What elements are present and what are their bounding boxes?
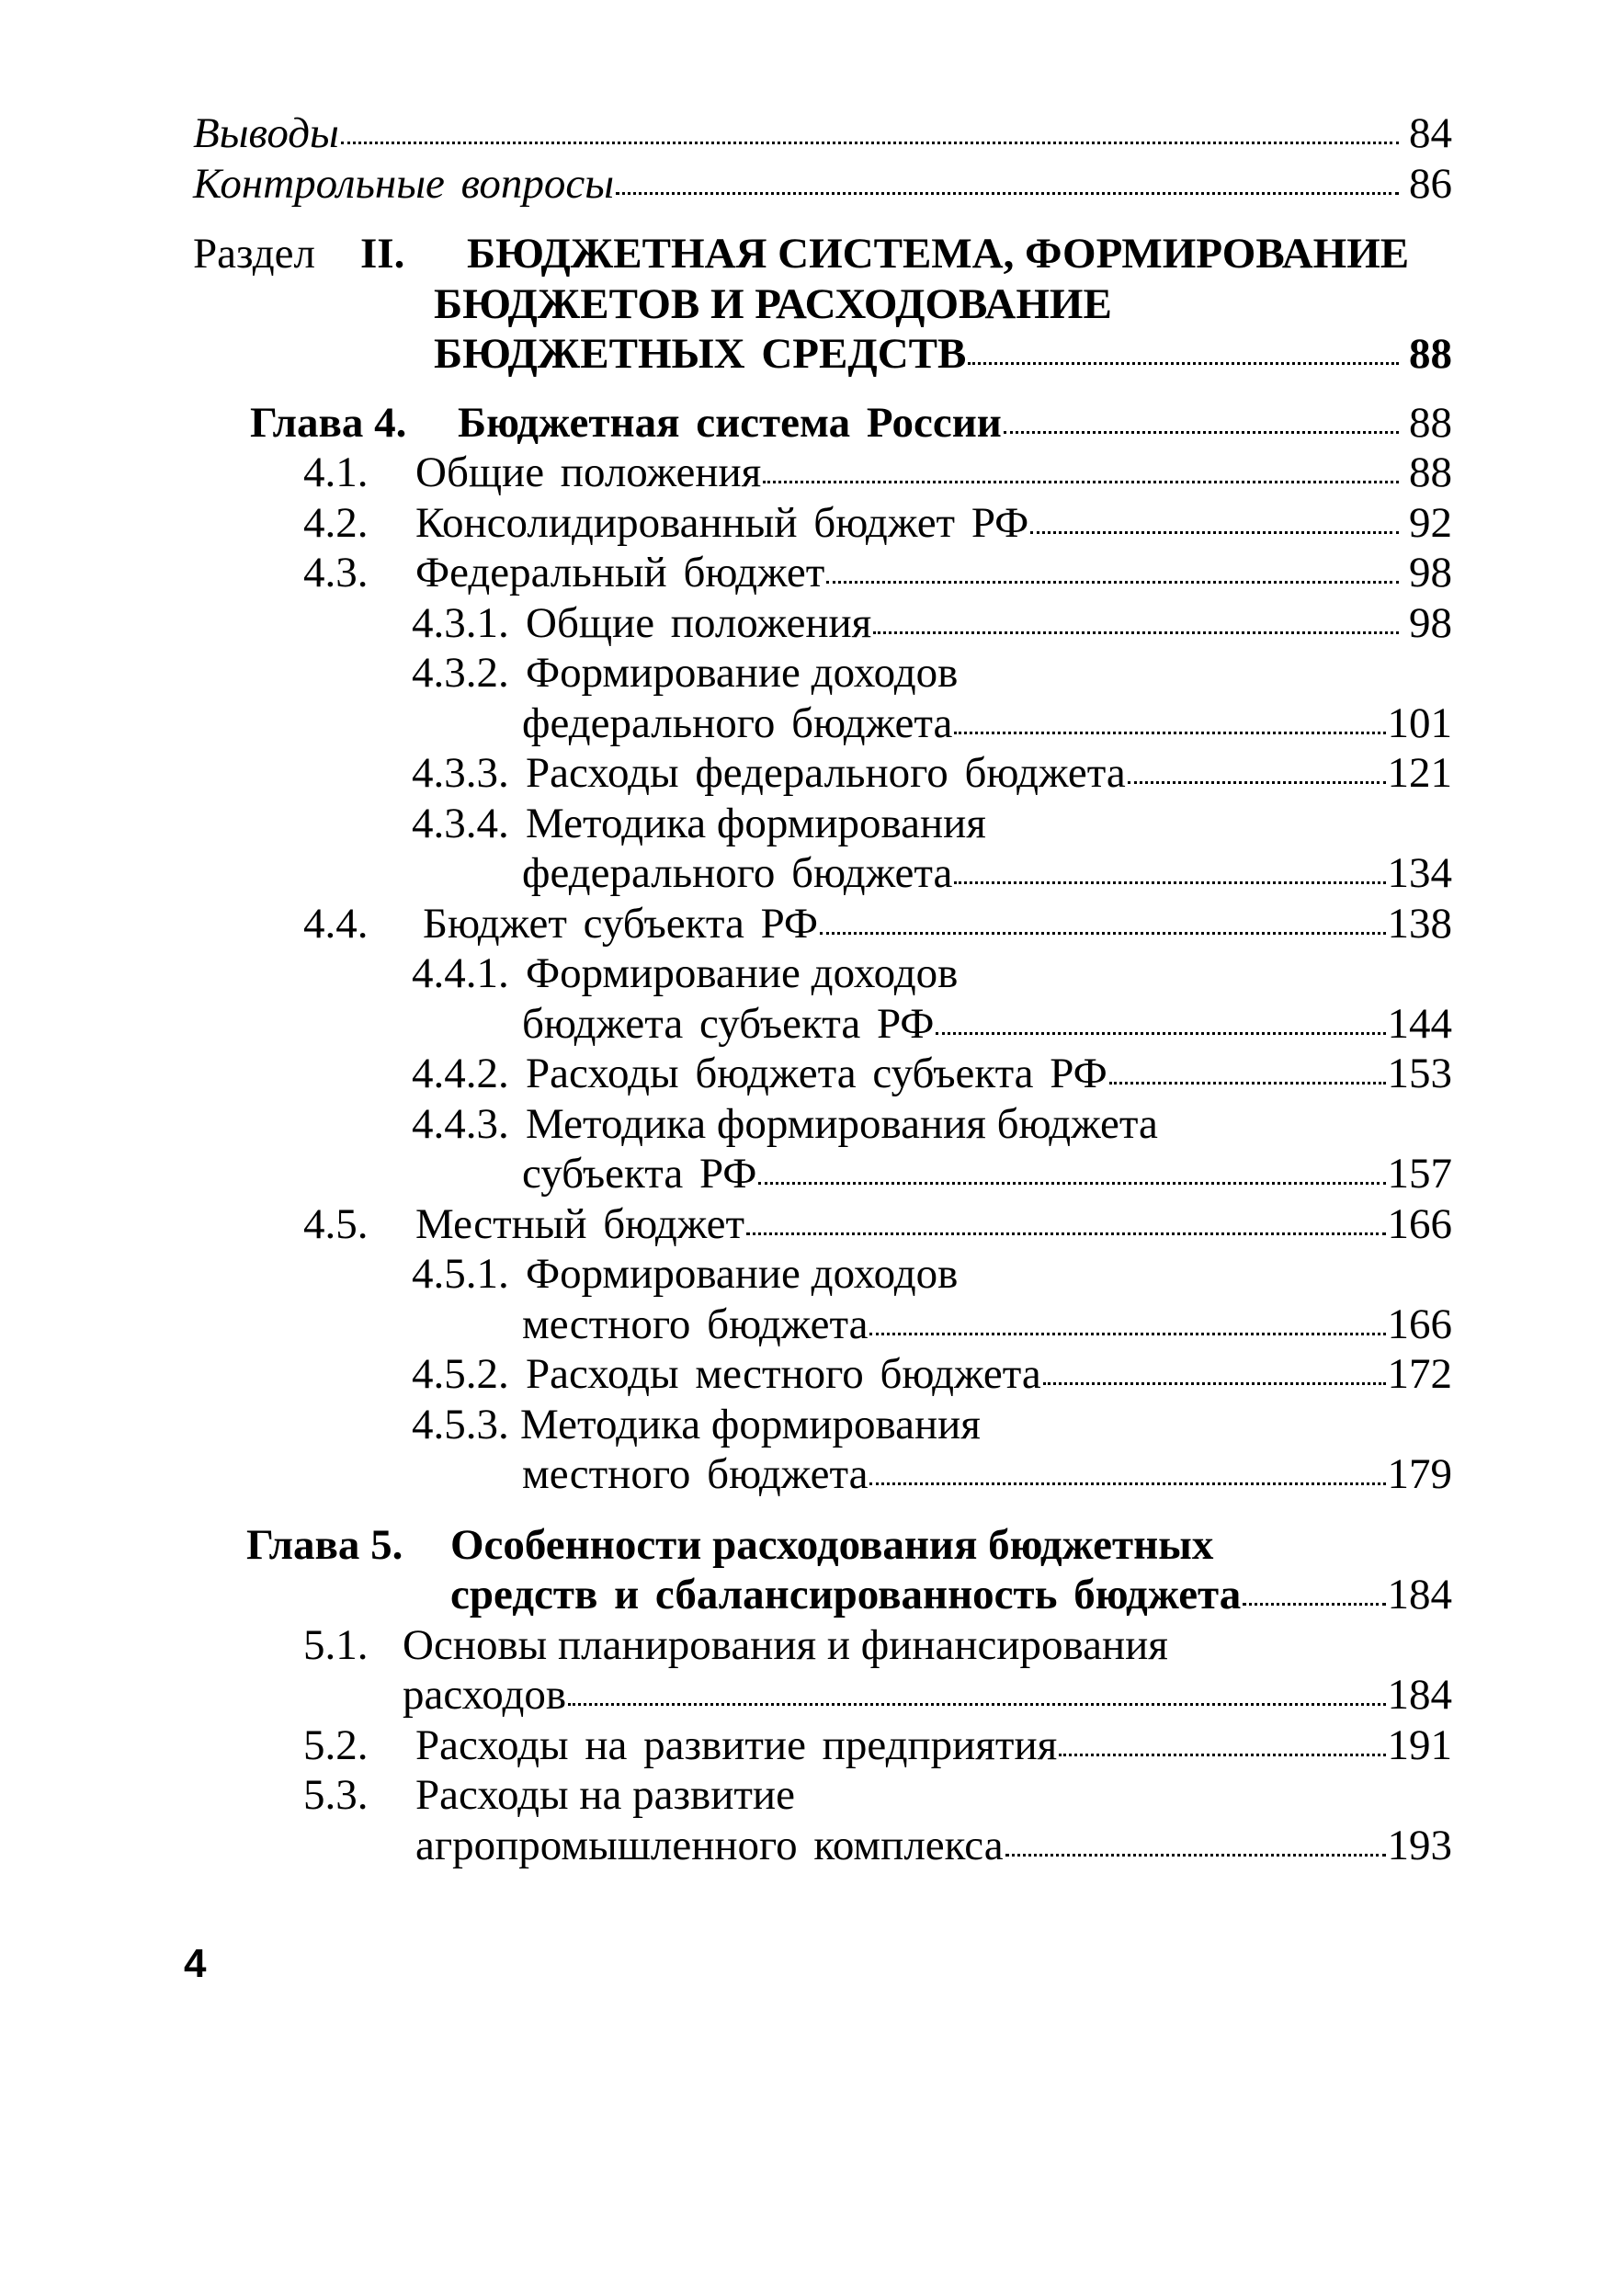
toc-entry-4-4-2 bbox=[193, 1049, 1452, 1099]
dot-leader bbox=[968, 360, 1399, 365]
entry-number: 5.2. bbox=[303, 1720, 369, 1769]
dot-leader bbox=[936, 1030, 1385, 1035]
entry-number: 4.5.1. bbox=[412, 1250, 509, 1298]
entry-title: Расходы на развитие предприятия bbox=[415, 1720, 1058, 1769]
toc-section-2 bbox=[193, 229, 1452, 279]
page-number: 191 bbox=[1387, 1720, 1452, 1769]
entry-title-line1: Методика формирования bbox=[520, 1400, 981, 1448]
entry-number: 4.2. bbox=[303, 498, 369, 547]
entry-number: 4.4.2. bbox=[412, 1050, 509, 1097]
page-number: 121 bbox=[1387, 749, 1452, 797]
entry-number: 4.4.3. bbox=[412, 1099, 509, 1148]
page-number: 172 bbox=[1387, 1350, 1452, 1398]
page-number: 98 bbox=[1409, 549, 1452, 596]
toc-entry-conclusions bbox=[193, 108, 1452, 159]
section-title-line1: БЮДЖЕТНАЯ СИСТЕМА, ФОРМИРОВАНИЕ bbox=[467, 230, 1410, 278]
entry-number: 4.5.3. bbox=[412, 1400, 509, 1448]
dot-leader bbox=[1128, 779, 1386, 784]
toc-entry-5-1 bbox=[193, 1620, 1452, 1671]
entry-number: 4.3. bbox=[303, 549, 369, 596]
entry-number: 4.4. bbox=[303, 899, 369, 948]
dot-leader bbox=[873, 630, 1399, 634]
dot-leader bbox=[954, 730, 1385, 734]
entry-title: Расходы бюджета субъекта РФ bbox=[526, 1050, 1107, 1097]
toc-entry-4-3-4 bbox=[193, 799, 1452, 849]
toc-entry-4-5 bbox=[193, 1199, 1452, 1250]
entry-title-line2: местного бюджета bbox=[522, 1300, 869, 1348]
toc-entry-4-5-1 bbox=[193, 1249, 1452, 1300]
entry-title-line2: местного бюджета bbox=[522, 1450, 869, 1498]
entry-title: Общие положения bbox=[526, 598, 872, 647]
entry-title-line2: федерального бюджета bbox=[522, 698, 953, 747]
page-number: 86 bbox=[1409, 159, 1452, 208]
dot-leader bbox=[826, 579, 1399, 584]
entry-title-line1: Расходы на развитие bbox=[415, 1771, 795, 1819]
page-number: 179 bbox=[1387, 1450, 1452, 1498]
entry-number: 4.5.2. bbox=[412, 1350, 509, 1398]
dot-leader bbox=[1243, 1601, 1385, 1606]
entry-title-line2: субъекта РФ bbox=[522, 1150, 757, 1198]
entry-title-line1: Формирование доходов bbox=[526, 949, 959, 997]
section-number: II. bbox=[360, 230, 405, 278]
toc-entry-4-3-1 bbox=[193, 598, 1452, 649]
page-number: 84 bbox=[1409, 109, 1452, 157]
entry-title: Местный бюджет bbox=[415, 1199, 745, 1248]
entry-title: Выводы bbox=[193, 109, 339, 157]
page-number: 98 bbox=[1409, 598, 1452, 647]
toc-entry-4-3 bbox=[193, 548, 1452, 598]
page-number: 157 bbox=[1387, 1150, 1452, 1198]
chapter-title-line1: Особенности расходования бюджетных bbox=[450, 1520, 1214, 1569]
toc-entry-5-2 bbox=[193, 1720, 1452, 1771]
entry-title: Расходы федерального бюджета bbox=[526, 749, 1126, 797]
entry-title: Консолидированный бюджет РФ bbox=[415, 498, 1029, 547]
dot-leader bbox=[1004, 429, 1399, 434]
entry-number: 4.3.2. bbox=[412, 649, 509, 697]
toc-chapter-5 bbox=[193, 1520, 1452, 1571]
dot-leader bbox=[869, 1331, 1385, 1335]
toc-entry-4-4-3 bbox=[193, 1099, 1452, 1150]
page-folio-number: 4 bbox=[184, 1941, 207, 1986]
dot-leader bbox=[954, 880, 1385, 884]
dot-leader bbox=[1005, 1852, 1386, 1857]
page-number: 88 bbox=[1409, 330, 1452, 378]
chapter-title: Бюджетная система России bbox=[458, 398, 1002, 447]
toc-entry-questions bbox=[193, 159, 1452, 210]
entry-title-line2: агропромышленного комплекса bbox=[415, 1821, 1004, 1869]
page-number: 184 bbox=[1387, 1671, 1452, 1719]
chapter-label: Глава 5. bbox=[246, 1520, 403, 1569]
page-number: 193 bbox=[1387, 1821, 1452, 1869]
toc-entry-4-5-2 bbox=[193, 1349, 1452, 1400]
toc-entry-4-3-3 bbox=[193, 748, 1452, 799]
table-of-contents bbox=[193, 108, 1452, 1870]
chapter-label: Глава 4. bbox=[250, 398, 407, 447]
dot-leader bbox=[746, 1231, 1385, 1235]
page-number: 138 bbox=[1387, 899, 1452, 948]
page-number: 166 bbox=[1387, 1199, 1452, 1248]
dot-leader bbox=[869, 1481, 1385, 1485]
entry-number: 5.1. bbox=[303, 1620, 369, 1669]
entry-title-line1: Методика формирования bbox=[526, 799, 986, 847]
page-number: 184 bbox=[1387, 1571, 1452, 1618]
toc-entry-4-3-2 bbox=[193, 648, 1452, 698]
entry-number: 4.3.3. bbox=[412, 749, 509, 797]
page-number: 166 bbox=[1387, 1300, 1452, 1348]
entry-number: 4.3.4. bbox=[412, 799, 509, 847]
entry-title-line1: Основы планирования и финансирования bbox=[403, 1620, 1168, 1669]
toc-chapter-4 bbox=[193, 398, 1452, 449]
dot-leader bbox=[341, 140, 1399, 144]
entry-title-line2: расходов bbox=[403, 1671, 567, 1719]
entry-number: 4.4.1. bbox=[412, 949, 509, 997]
toc-entry-4-4 bbox=[193, 899, 1452, 949]
dot-leader bbox=[763, 479, 1399, 483]
toc-entry-4-1 bbox=[193, 448, 1452, 498]
page-number: 134 bbox=[1387, 849, 1452, 897]
entry-number: 4.1. bbox=[303, 449, 369, 496]
page-number: 144 bbox=[1387, 999, 1452, 1048]
toc-entry-4-4-1 bbox=[193, 948, 1452, 999]
entry-title: Расходы местного бюджета bbox=[526, 1350, 1041, 1398]
toc-entry-5-3 bbox=[193, 1770, 1452, 1821]
entry-number: 4.5. bbox=[303, 1199, 369, 1248]
dot-leader bbox=[1059, 1752, 1385, 1756]
section-title-line3: БЮДЖЕТНЫХ СРЕДСТВ bbox=[434, 330, 967, 378]
dot-leader bbox=[1109, 1080, 1386, 1085]
section-label: Раздел bbox=[193, 230, 315, 278]
entry-title-line2: федерального бюджета bbox=[522, 849, 953, 897]
chapter-title-line2: средств и сбалансированность бюджета bbox=[450, 1571, 1242, 1618]
toc-entry-4-5-3 bbox=[193, 1400, 1452, 1450]
dot-leader bbox=[1043, 1380, 1386, 1385]
dot-leader bbox=[820, 930, 1385, 935]
dot-leader bbox=[616, 190, 1399, 195]
entry-title: Бюджет субъекта РФ bbox=[423, 899, 819, 948]
page-number: 92 bbox=[1409, 498, 1452, 547]
entry-number: 5.3. bbox=[303, 1771, 369, 1819]
entry-title-line2: бюджета субъекта РФ bbox=[522, 999, 935, 1048]
dot-leader bbox=[758, 1180, 1385, 1185]
entry-title: Общие положения bbox=[415, 449, 762, 496]
entry-title-line1: Методика формирования бюджета bbox=[526, 1099, 1158, 1148]
entry-title: Контрольные вопросы bbox=[193, 159, 615, 208]
dot-leader bbox=[1030, 529, 1399, 534]
page-number: 101 bbox=[1387, 698, 1452, 747]
page-number: 88 bbox=[1409, 398, 1452, 447]
section-title-line2: БЮДЖЕТОВ И РАСХОДОВАНИЕ bbox=[434, 279, 1112, 328]
entry-title: Федеральный бюджет bbox=[415, 549, 825, 596]
entry-title-line1: Формирование доходов bbox=[526, 1250, 959, 1298]
toc-entry-4-2 bbox=[193, 498, 1452, 549]
dot-leader bbox=[568, 1701, 1385, 1706]
entry-number: 4.3.1. bbox=[412, 598, 509, 647]
entry-title-line1: Формирование доходов bbox=[526, 649, 959, 697]
page-number: 88 bbox=[1409, 449, 1452, 496]
page-number: 153 bbox=[1387, 1050, 1452, 1097]
